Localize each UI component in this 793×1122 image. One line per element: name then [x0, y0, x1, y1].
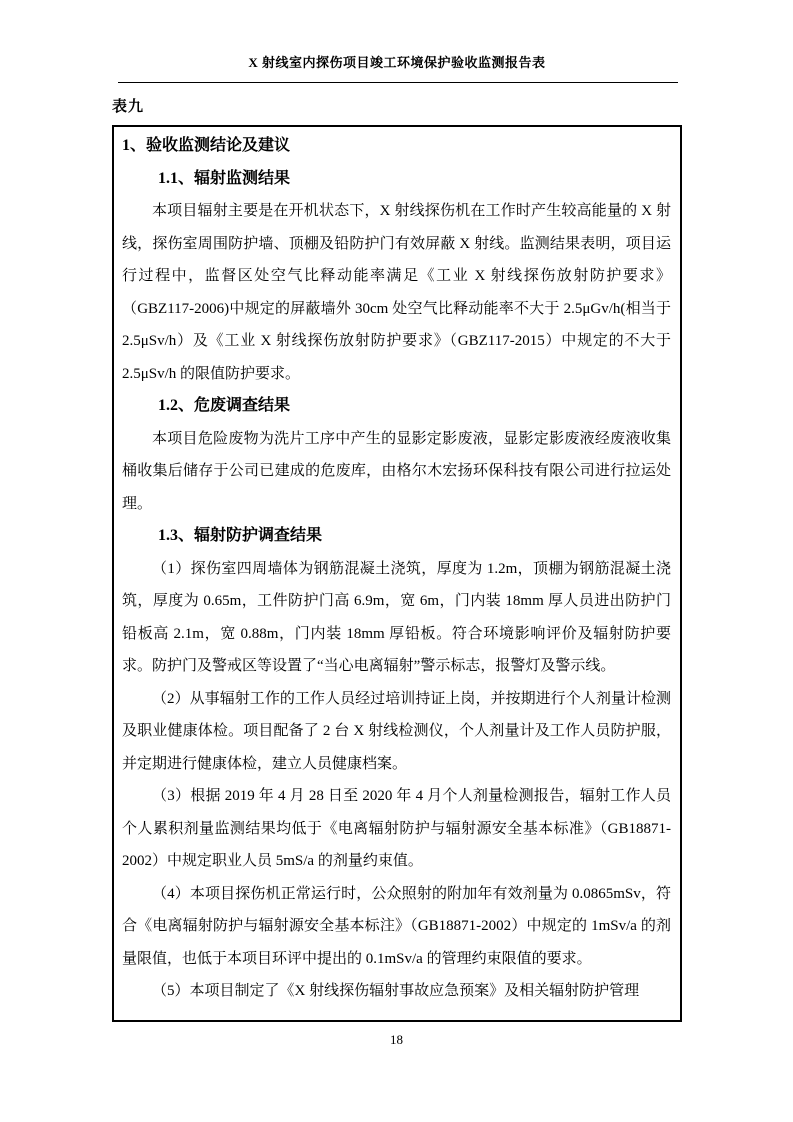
- content-column: [112, 0, 682, 1022]
- paragraph-hazardous-waste: 本项目危险废物为洗片工序中产生的显影定影废液，显影定影废液经废液收集桶收集后储存于公司已建成的危废库，由格尔木宏扬环保科技有限公司进行拉运处理。: [122, 430, 671, 512]
- report-table-cell: [112, 125, 682, 1022]
- page-number: 18: [390, 1032, 403, 1047]
- table-label: 表九: [112, 99, 145, 115]
- header-rule: [118, 82, 678, 83]
- subsection-heading-radiation-monitoring: 1.1、辐射监测结果: [158, 169, 291, 187]
- paragraph-protection-item-3: （3）根据 2019 年 4 月 28 日至 2020 年 4 月个人剂量检测报告，辐射工作人员个人累积剂量监测结果均低于《电离辐射防护与辐射源安全基本标准》（GB18871-2002）中规定职业人员 5mS/a 的剂量约束值。: [122, 788, 671, 869]
- paragraph-protection-item-1: （1）探伤室四周墙体为钢筋混凝土浇筑，厚度为 1.2m，顶棚为钢筋混凝土浇筑，厚度为 0.65m，工件防护门高 6.9m，宽 6m，门内装 18mm 厚人员进出防护门铅板高 2.1m，宽 0.88m，门内装 18mm 厚铅板。符合环境影响评价及辐射防护要求。防护门及警戒区等设置了“当心电离辐射”警示标志，报警灯及警示线。: [122, 560, 671, 674]
- subsection-heading-radiation-protection: 1.3、辐射防护调查结果: [158, 527, 323, 544]
- paragraph-radiation-monitoring: 本项目辐射主要是在开机状态下，X 射线探伤机在工作时产生较高能量的 X 射线，探伤室周围防护墙、顶棚及铅防护门有效屏蔽 X 射线。监测结果表明，项目运行过程中，监督区处空气比释动能率满足《工业 X 射线探伤放射防护要求》（GBZ117-2006)中规定的屏蔽墙外 30cm 处空气比释动能率不大于 2.5μGv/h(相当于 2.5μSv/h）及《工业 X 射线探伤放射防护要求》（GBZ117-2015）中规定的不大于 2.5μSv/h 的限值防护要求。: [122, 203, 671, 382]
- paragraph-protection-item-5: （5）本项目制定了《X 射线探伤辐射事故应急预案》及相关辐射防护管理: [152, 983, 640, 999]
- subsection-heading-hazardous-waste: 1.2、危废调查结果: [158, 397, 291, 414]
- paragraph-protection-item-2: （2）从事辐射工作的工作人员经过培训持证上岗，并按期进行个人剂量计检测及职业健康体检。项目配备了 2 台 X 射线检测仪，个人剂量计及工作人员防护服，并定期进行健康体检，建立人员健康档案。: [122, 690, 671, 772]
- paragraph-protection-item-4: （4）本项目探伤机正常运行时，公众照射的附加年有效剂量为 0.0865mSv，符合《电离辐射防护与辐射源安全基本标注》（GB18871-2002）中规定的 1mSv/a 的剂量限值，也低于本项目环评中提出的 0.1mSv/a 的管理约束限值的要求。: [122, 885, 671, 967]
- section-heading: 1、验收监测结论及建议: [122, 137, 291, 154]
- document-header-title: X 射线室内探伤项目竣工环境保护验收监测报告表: [248, 55, 546, 70]
